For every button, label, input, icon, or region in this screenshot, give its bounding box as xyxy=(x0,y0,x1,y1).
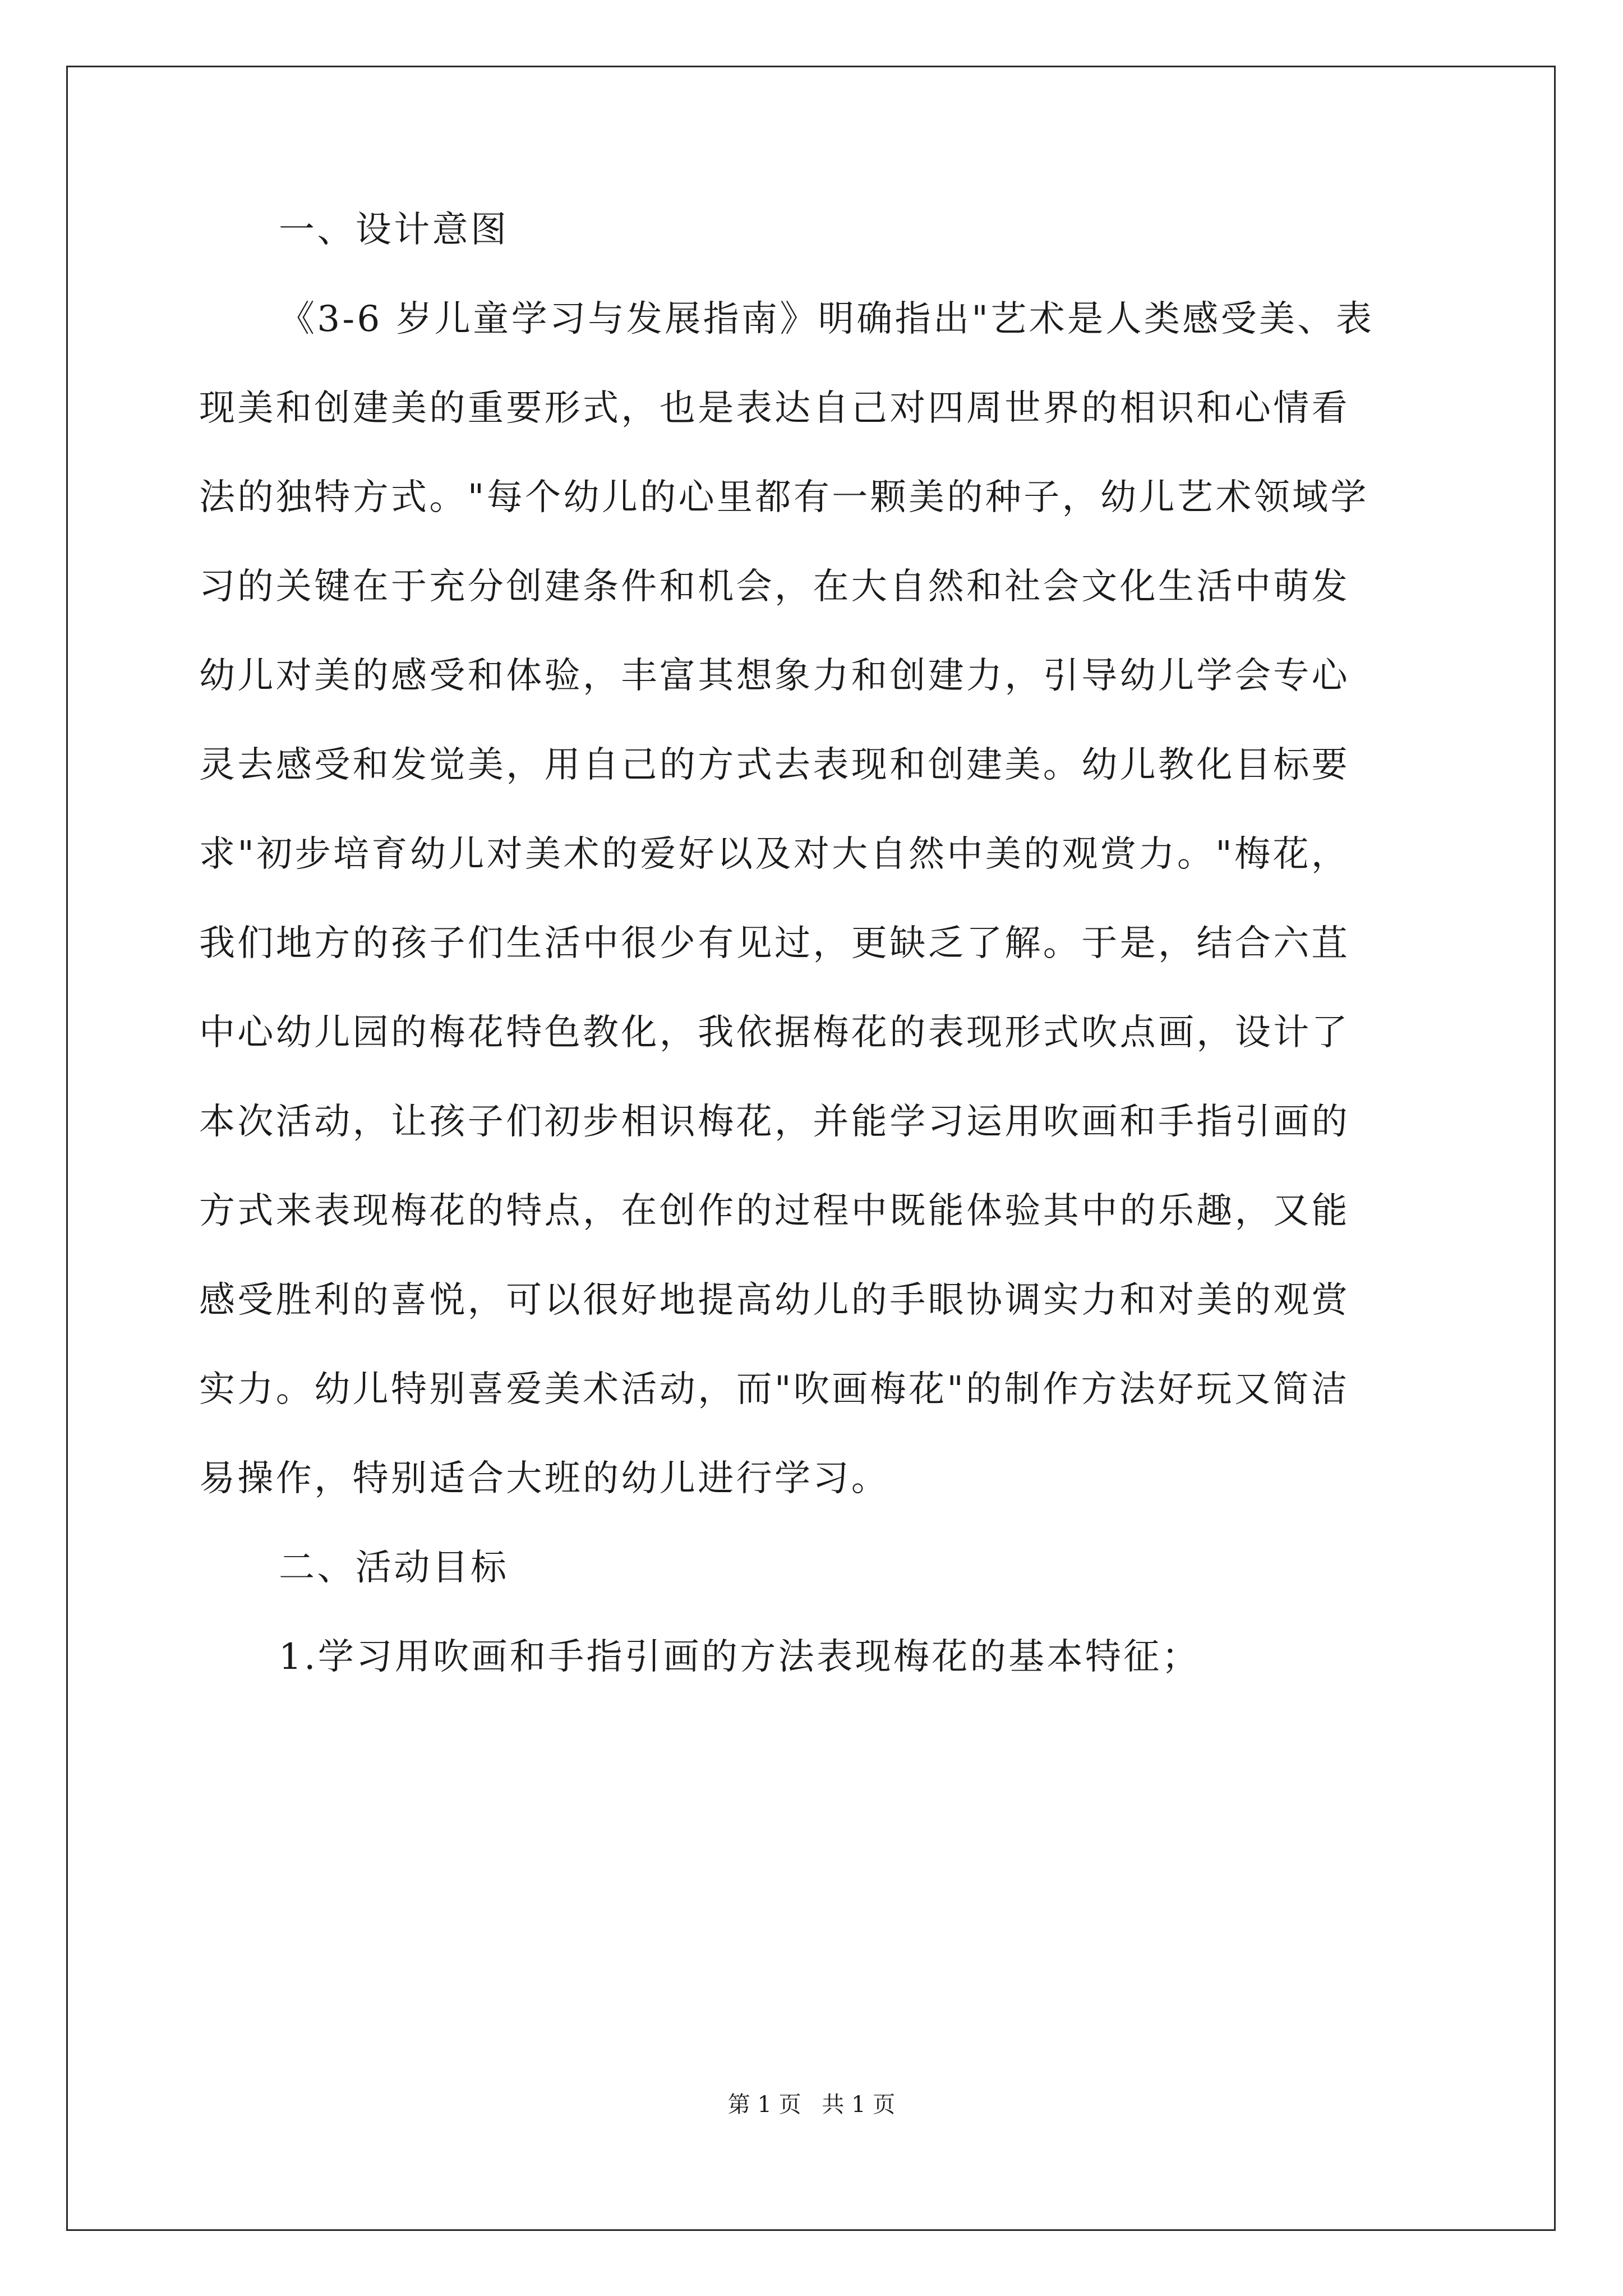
paragraph-line: 本次活动，让孩子们初步相识梅花，并能学习运用吹画和手指引画的 xyxy=(199,1101,1350,1143)
paragraph-line: 我们地方的孩子们生活中很少有见过，更缺乏了解。于是，结合六苴 xyxy=(199,923,1350,964)
paragraph-line: 《3-6 岁儿童学习与发展指南》明确指出"艺术是人类感受美、表 xyxy=(279,298,1375,340)
paragraph-line: 幼儿对美的感受和体验，丰富其想象力和创建力，引导幼儿学会专心 xyxy=(199,655,1350,697)
section-heading-design-intent: 一、设计意图 xyxy=(279,209,509,251)
paragraph-line: 易操作，特别适合大班的幼儿进行学习。 xyxy=(199,1458,890,1499)
total-pages: 共 1 页 xyxy=(822,2092,896,2118)
paragraph-line: 感受胜利的喜悦，可以很好地提高幼儿的手眼协调实力和对美的观赏 xyxy=(199,1280,1350,1321)
page-number: 第 1 页 xyxy=(727,2092,801,2118)
paragraph-line: 法的独特方式。"每个幼儿的心里都有一颗美的种子，幼儿艺术领域学 xyxy=(199,477,1369,518)
paragraph-line: 实力。幼儿特别喜爱美术活动，而"吹画梅花"的制作方法好玩又简洁 xyxy=(199,1369,1350,1410)
paragraph-line: 求"初步培育幼儿对美术的爱好以及对大自然中美的观赏力。"梅花， xyxy=(199,834,1350,875)
paragraph-line: 现美和创建美的重要形式，也是表达自己对四周世界的相识和心情看 xyxy=(199,388,1350,429)
paragraph-line: 习的关键在于充分创建条件和机会，在大自然和社会文化生活中萌发 xyxy=(199,566,1350,608)
goal-item-1: 1.学习用吹画和手指引画的方法表现梅花的基本特征； xyxy=(279,1636,1201,1678)
paragraph-line: 中心幼儿园的梅花特色教化，我依据梅花的表现形式吹点画，设计了 xyxy=(199,1012,1350,1053)
paragraph-line: 方式来表现梅花的特点，在创作的过程中既能体验其中的乐趣，又能 xyxy=(199,1190,1350,1232)
paragraph-line: 灵去感受和发觉美，用自己的方式去表现和创建美。幼儿教化目标要 xyxy=(199,744,1350,786)
section-heading-activity-goals: 二、活动目标 xyxy=(279,1547,509,1589)
document-body xyxy=(199,209,1432,1728)
page-footer xyxy=(0,2093,1623,2116)
